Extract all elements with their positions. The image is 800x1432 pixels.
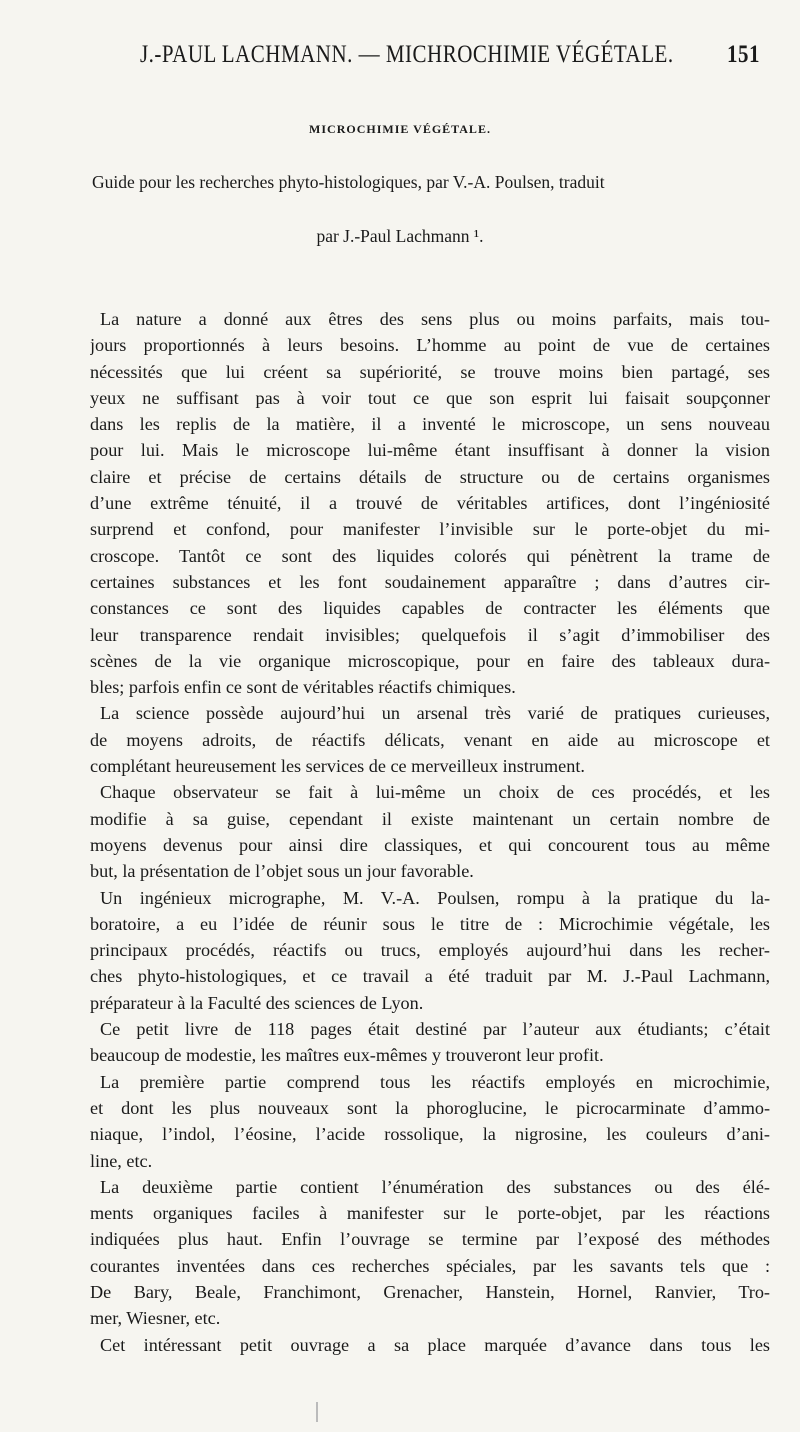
body-text [90,306,770,1358]
text-line: bles; parfois enfin ce sont de véritables réactifs chimiques. [90,677,516,698]
text-line: dans les replis de la matière, il a inventé le microscope, un sens nouveau [90,414,770,435]
book-reference-line-1: Guide pour les recherches phyto-histologiques, par V.-A. Poulsen, traduit [92,172,605,192]
text-line: ches phyto-histologiques, et ce travail a été traduit par M. J.-Paul Lachmann, [90,966,770,987]
text-line: modifie à sa guise, cependant il existe maintenant un certain nombre de [90,808,770,829]
running-head [140,39,760,75]
page-number: 151 [727,39,760,68]
running-head-title: J.-PAUL LACHMANN. — MICHROCHIMIE VÉGÉTALE. [140,39,674,68]
text-line: La nature a donné aux êtres des sens plus ou moins parfaits, mais tou- [100,309,770,329]
text-line: Ce petit livre de 118 pages était destiné par l’auteur aux étudiants; c’était [100,1019,770,1040]
text-line: croscope. Tantôt ce sont des liquides colorés qui pénètrent la trame de [90,545,770,566]
text-line: ments organiques faciles à manifester sur le porte-objet, par les réactions [90,1203,770,1224]
text-line: de moyens adroits, de réactifs délicats, venant en aide au microscope et [90,729,770,750]
text-line: scènes de la vie organique microscopique, pour en faire des tableaux dura- [90,650,770,671]
text-line: principaux procédés, réactifs ou trucs, employés aujourd’hui dans les recher- [90,940,770,961]
text-line: moyens devenus pour ainsi dire classiques, et qui concourent tous au même [90,834,770,855]
text-line: d’une extrême ténuité, il a trouvé de véritables artifices, dont l’ingéniosité [90,493,770,514]
text-line: beaucoup de modestie, les maîtres eux-mêmes y trouveront leur profit. [90,1045,604,1066]
text-line: jours proportionnés à leurs besoins. L’homme au point de vue de certaines [90,335,770,356]
text-line: nécessités que lui créent sa supériorité, se trouve moins bien partagé, ses [90,361,770,382]
text-line: surprend et confond, pour manifester l’invisible sur le porte-objet du mi- [90,519,770,540]
text-line: La première partie comprend tous les réactifs employés en microchimie, [100,1071,770,1092]
text-line: boratoire, a eu l’idée de réunir sous le titre de : Microchimie végétale, les [90,913,770,934]
text-line: pour lui. Mais le microscope lui-même étant insuffisant à donner la vision [90,440,770,461]
text-line: De Bary, Beale, Franchimont, Grenacher, Hanstein, Hornel, Ranvier, Tro- [90,1281,770,1302]
text-line: mer, Wiesner, etc. [90,1308,221,1329]
text-line: but, la présentation de l’objet sous un jour favorable. [90,861,474,882]
text-line: et dont les plus nouveaux sont la phoroglucine, le picrocarminate d’ammo- [90,1097,770,1118]
text-line: leur transparence rendait invisibles; quelquefois il s’agit d’immobiliser des [90,624,770,645]
text-line: niaque, l’indol, l’éosine, l’acide rossolique, la nigrosine, les couleurs d’ani- [90,1124,770,1145]
text-line: line, etc. [90,1150,153,1171]
text-line: constances ce sont des liquides capables de contracter les éléments que [90,598,770,619]
text-line: préparateur à la Faculté des sciences de Lyon. [90,992,424,1013]
text-line: Cet intéressant petit ouvrage a sa place marquée d’avance dans tous les [100,1334,770,1355]
section-title: MICROCHIMIE VÉGÉTALE. [309,122,491,136]
text-line: indiquées plus haut. Enfin l’ouvrage se termine par l’exposé des méthodes [90,1229,770,1250]
text-line: La deuxième partie contient l’énumération des substances ou des élé- [100,1176,770,1197]
text-line: certaines substances et les font soudainement apparaître ; dans d’autres cir- [90,571,770,592]
book-reference-line-2: par J.-Paul Lachmann ¹. [316,226,484,246]
margin-mark [316,1402,318,1422]
text-line: yeux ne suffisant pas à voir tout ce que son esprit lui faisait soupçonner [90,387,770,408]
text-line: Un ingénieux micrographe, M. V.-A. Poulsen, rompu à la pratique du la- [100,887,770,908]
text-line: La science possède aujourd’hui un arsenal très varié de pratiques curieuses, [100,703,770,724]
text-line: courantes inventées dans ces recherches spéciales, par les savants tels que : [90,1255,770,1276]
text-line: Chaque observateur se fait à lui-même un choix de ces procédés, et les [100,782,770,803]
text-line: complétant heureusement les services de ce merveilleux instrument. [90,756,585,777]
text-line: claire et précise de certains détails de structure ou de certains organismes [90,466,770,487]
